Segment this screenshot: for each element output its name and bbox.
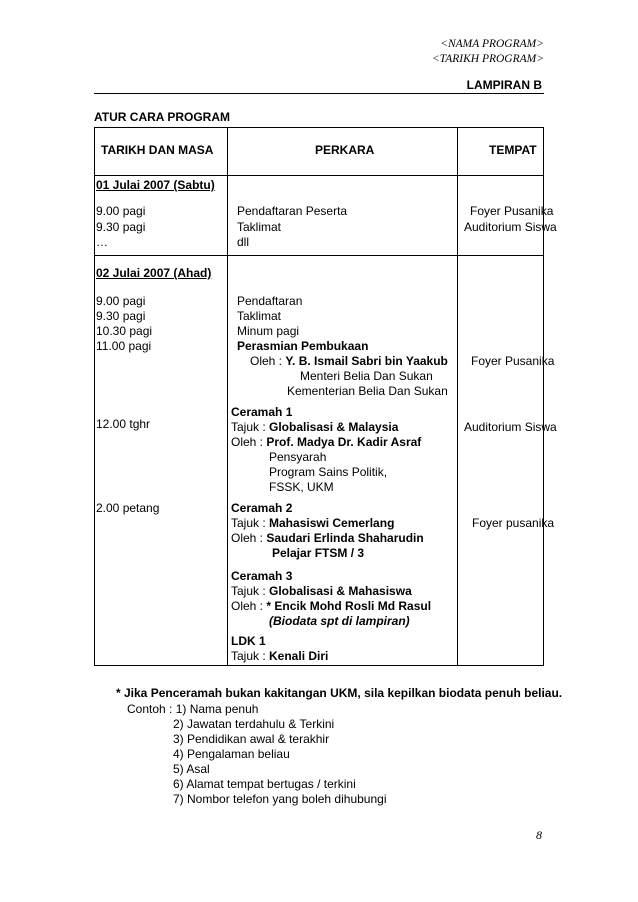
day2-time: 12.00 tghr xyxy=(96,417,151,431)
talk2-speaker-line: Pelajar FTSM / 3 xyxy=(272,546,365,560)
example-item: 7) Nombor telefon yang boleh dihubungi xyxy=(173,792,387,806)
ldk-title: LDK 1 xyxy=(231,634,266,648)
talk2-topic: Tajuk : Mahasiswi Cemerlang xyxy=(231,516,395,530)
table-border-bottom xyxy=(94,665,544,666)
day1-item: Taklimat xyxy=(237,220,282,234)
header-rule xyxy=(94,93,544,94)
example-item: 5) Asal xyxy=(173,762,210,776)
opening-ministry: Kementerian Belia Dan Sukan xyxy=(287,384,448,398)
day1-date: 01 Julai 2007 (Sabtu) xyxy=(96,178,215,192)
day2-time: 10.30 pagi xyxy=(96,324,153,338)
day1-item: Pendaftaran Peserta xyxy=(237,204,348,218)
day2-place: Foyer Pusanika xyxy=(471,354,555,368)
day2-item: Taklimat xyxy=(237,309,282,323)
day1-time: 9.30 pagi xyxy=(96,220,146,234)
table-border-left xyxy=(94,127,95,666)
column-header-place: TEMPAT xyxy=(489,143,537,157)
column-header-item: PERKARA xyxy=(315,143,375,157)
column-divider-2 xyxy=(457,127,458,666)
page-number: 8 xyxy=(536,828,542,842)
opening-ceremony: Perasmian Pembukaan xyxy=(237,339,369,353)
opening-officiator: Oleh : Y. B. Ismail Sabri bin Yaakub xyxy=(250,354,448,368)
talk1-speaker-line: FSSK, UKM xyxy=(269,480,334,494)
talk1-speaker: Oleh : Prof. Madya Dr. Kadir Asraf xyxy=(231,435,422,449)
day1-time: 9.00 pagi xyxy=(96,204,146,218)
talk1-speaker-line: Program Sains Politik, xyxy=(269,465,388,479)
talk3-topic: Tajuk : Globalisasi & Mahasiswa xyxy=(231,584,412,598)
day1-place: Foyer Pusanika xyxy=(470,204,554,218)
day1-item: dll xyxy=(237,235,250,249)
opening-role: Menteri Belia Dan Sukan xyxy=(300,369,433,383)
column-divider-1 xyxy=(227,127,228,666)
program-date-placeholder: <TARIKH PROGRAM> xyxy=(431,53,544,65)
day1-place: Auditorium Siswa xyxy=(464,220,557,234)
program-schedule-table xyxy=(94,127,557,666)
day2-place: Foyer pusanika xyxy=(472,516,555,530)
example-label: Contoh : 1) Nama penuh xyxy=(127,702,259,716)
appendix-label: LAMPIRAN B xyxy=(466,78,542,92)
example-item: 3) Pendidikan awal & terakhir xyxy=(173,732,330,746)
day2-place: Auditorium Siswa xyxy=(464,420,557,434)
day2-time: 2.00 petang xyxy=(96,501,160,515)
header-row-divider xyxy=(94,175,544,176)
day2-time: 11.00 pagi xyxy=(96,339,152,353)
talk1-title: Ceramah 1 xyxy=(231,405,293,419)
day2-item: Minum pagi xyxy=(237,324,300,338)
day2-time: 9.00 pagi xyxy=(96,294,146,308)
day1-time: … xyxy=(96,235,108,249)
talk1-topic: Tajuk : Globalisasi & Malaysia xyxy=(231,420,399,434)
talk3-title: Ceramah 3 xyxy=(231,569,293,583)
talk1-speaker-line: Pensyarah xyxy=(269,450,327,464)
column-header-date: TARIKH DAN MASA xyxy=(101,143,214,157)
day-row-divider xyxy=(94,255,544,256)
table-border-top xyxy=(94,127,544,128)
talk2-title: Ceramah 2 xyxy=(231,501,293,515)
ldk-topic: Tajuk : Kenali Diri xyxy=(231,649,329,663)
day2-date: 02 Julai 2007 (Ahad) xyxy=(96,266,212,280)
talk2-speaker: Oleh : Saudari Erlinda Shaharudin xyxy=(231,531,424,545)
example-item: 6) Alamat tempat bertugas / terkini xyxy=(173,777,356,791)
example-item: 2) Jawatan terdahulu & Terkini xyxy=(173,717,335,731)
program-name-placeholder: <NAMA PROGRAM> xyxy=(440,38,544,50)
example-item: 4) Pengalaman beliau xyxy=(173,747,290,761)
footnote-text: * Jika Penceramah bukan kakitangan UKM, sila kepilkan biodata penuh beliau. xyxy=(116,686,563,700)
talk3-biodata-note: (Biodata spt di lampiran) xyxy=(269,614,410,628)
talk3-speaker: Oleh : * Encik Mohd Rosli Md Rasul xyxy=(231,599,432,613)
day2-time: 9.30 pagi xyxy=(96,309,146,323)
document-title: ATUR CARA PROGRAM xyxy=(94,110,230,124)
day2-item: Pendaftaran xyxy=(237,294,303,308)
